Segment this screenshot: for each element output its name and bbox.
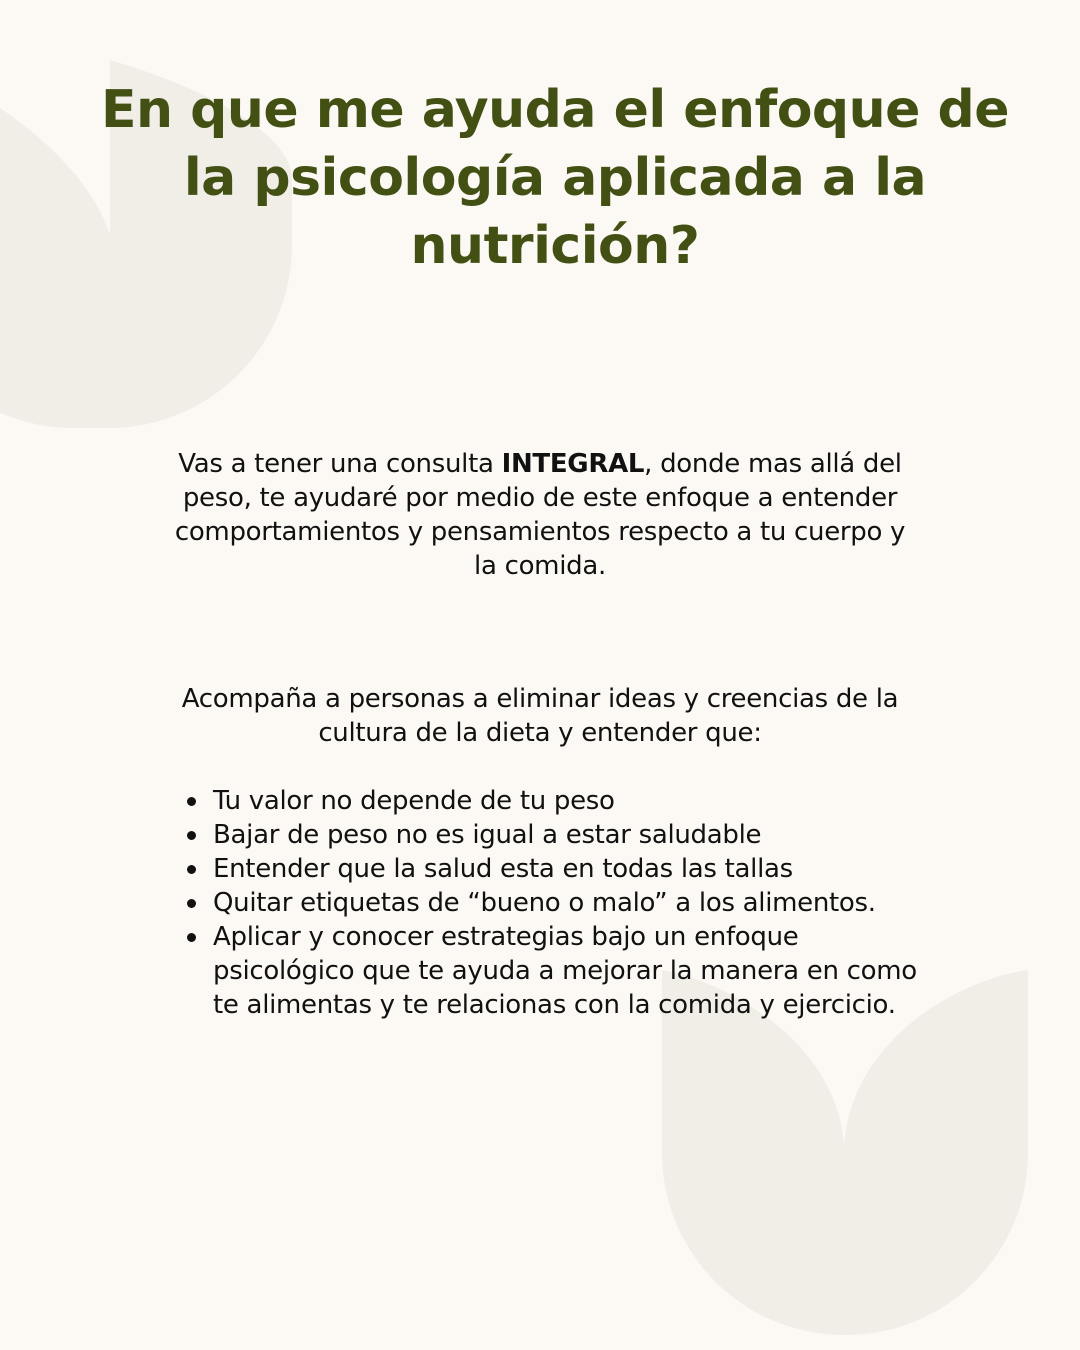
intro-highlight-integral: INTEGRAL: [501, 449, 645, 479]
bullet-dot-icon: [187, 865, 196, 874]
bullet-dot-icon: [187, 797, 196, 806]
intro-text-start: Vas a tener una consulta: [178, 449, 502, 479]
list-item-text: Bajar de peso no es igual a estar saludable: [213, 820, 762, 850]
list-item: [185, 818, 945, 852]
list-item-text: Quitar etiquetas de “bueno o malo” a los alimentos.: [213, 888, 876, 918]
intro-paragraph: [160, 447, 920, 583]
list-item: [185, 886, 945, 920]
lead-paragraph: Acompaña a personas a eliminar ideas y creencias de la cultura de la dieta y entender que:: [181, 684, 899, 748]
list-item-text: Aplicar y conocer estrategias bajo un enfoque psicológico que te ayuda a mejorar la manera en como te alimentas y te relacionas con la comida y ejercicio.: [213, 922, 917, 1020]
list-item: [185, 852, 945, 886]
list-item-text: Tu valor no depende de tu peso: [213, 786, 615, 816]
benefits-list: [185, 784, 945, 1022]
intro-text-end: , donde mas allá del peso, te ayudaré por medio de este enfoque a entender comportamientos y pensamientos respecto a tu cuerpo y la comida.: [174, 449, 906, 581]
bullet-dot-icon: [187, 831, 196, 840]
bullet-dot-icon: [187, 933, 196, 942]
list-item-text: Entender que la salud esta en todas las tallas: [213, 854, 793, 884]
list-item: [185, 920, 945, 1022]
page-title: En que me ayuda el enfoque de la psicología aplicada a la nutrición?: [100, 80, 1010, 276]
bullet-dot-icon: [187, 899, 196, 908]
list-item: [185, 784, 945, 818]
tulip-shape-bottom: [662, 970, 1028, 1335]
